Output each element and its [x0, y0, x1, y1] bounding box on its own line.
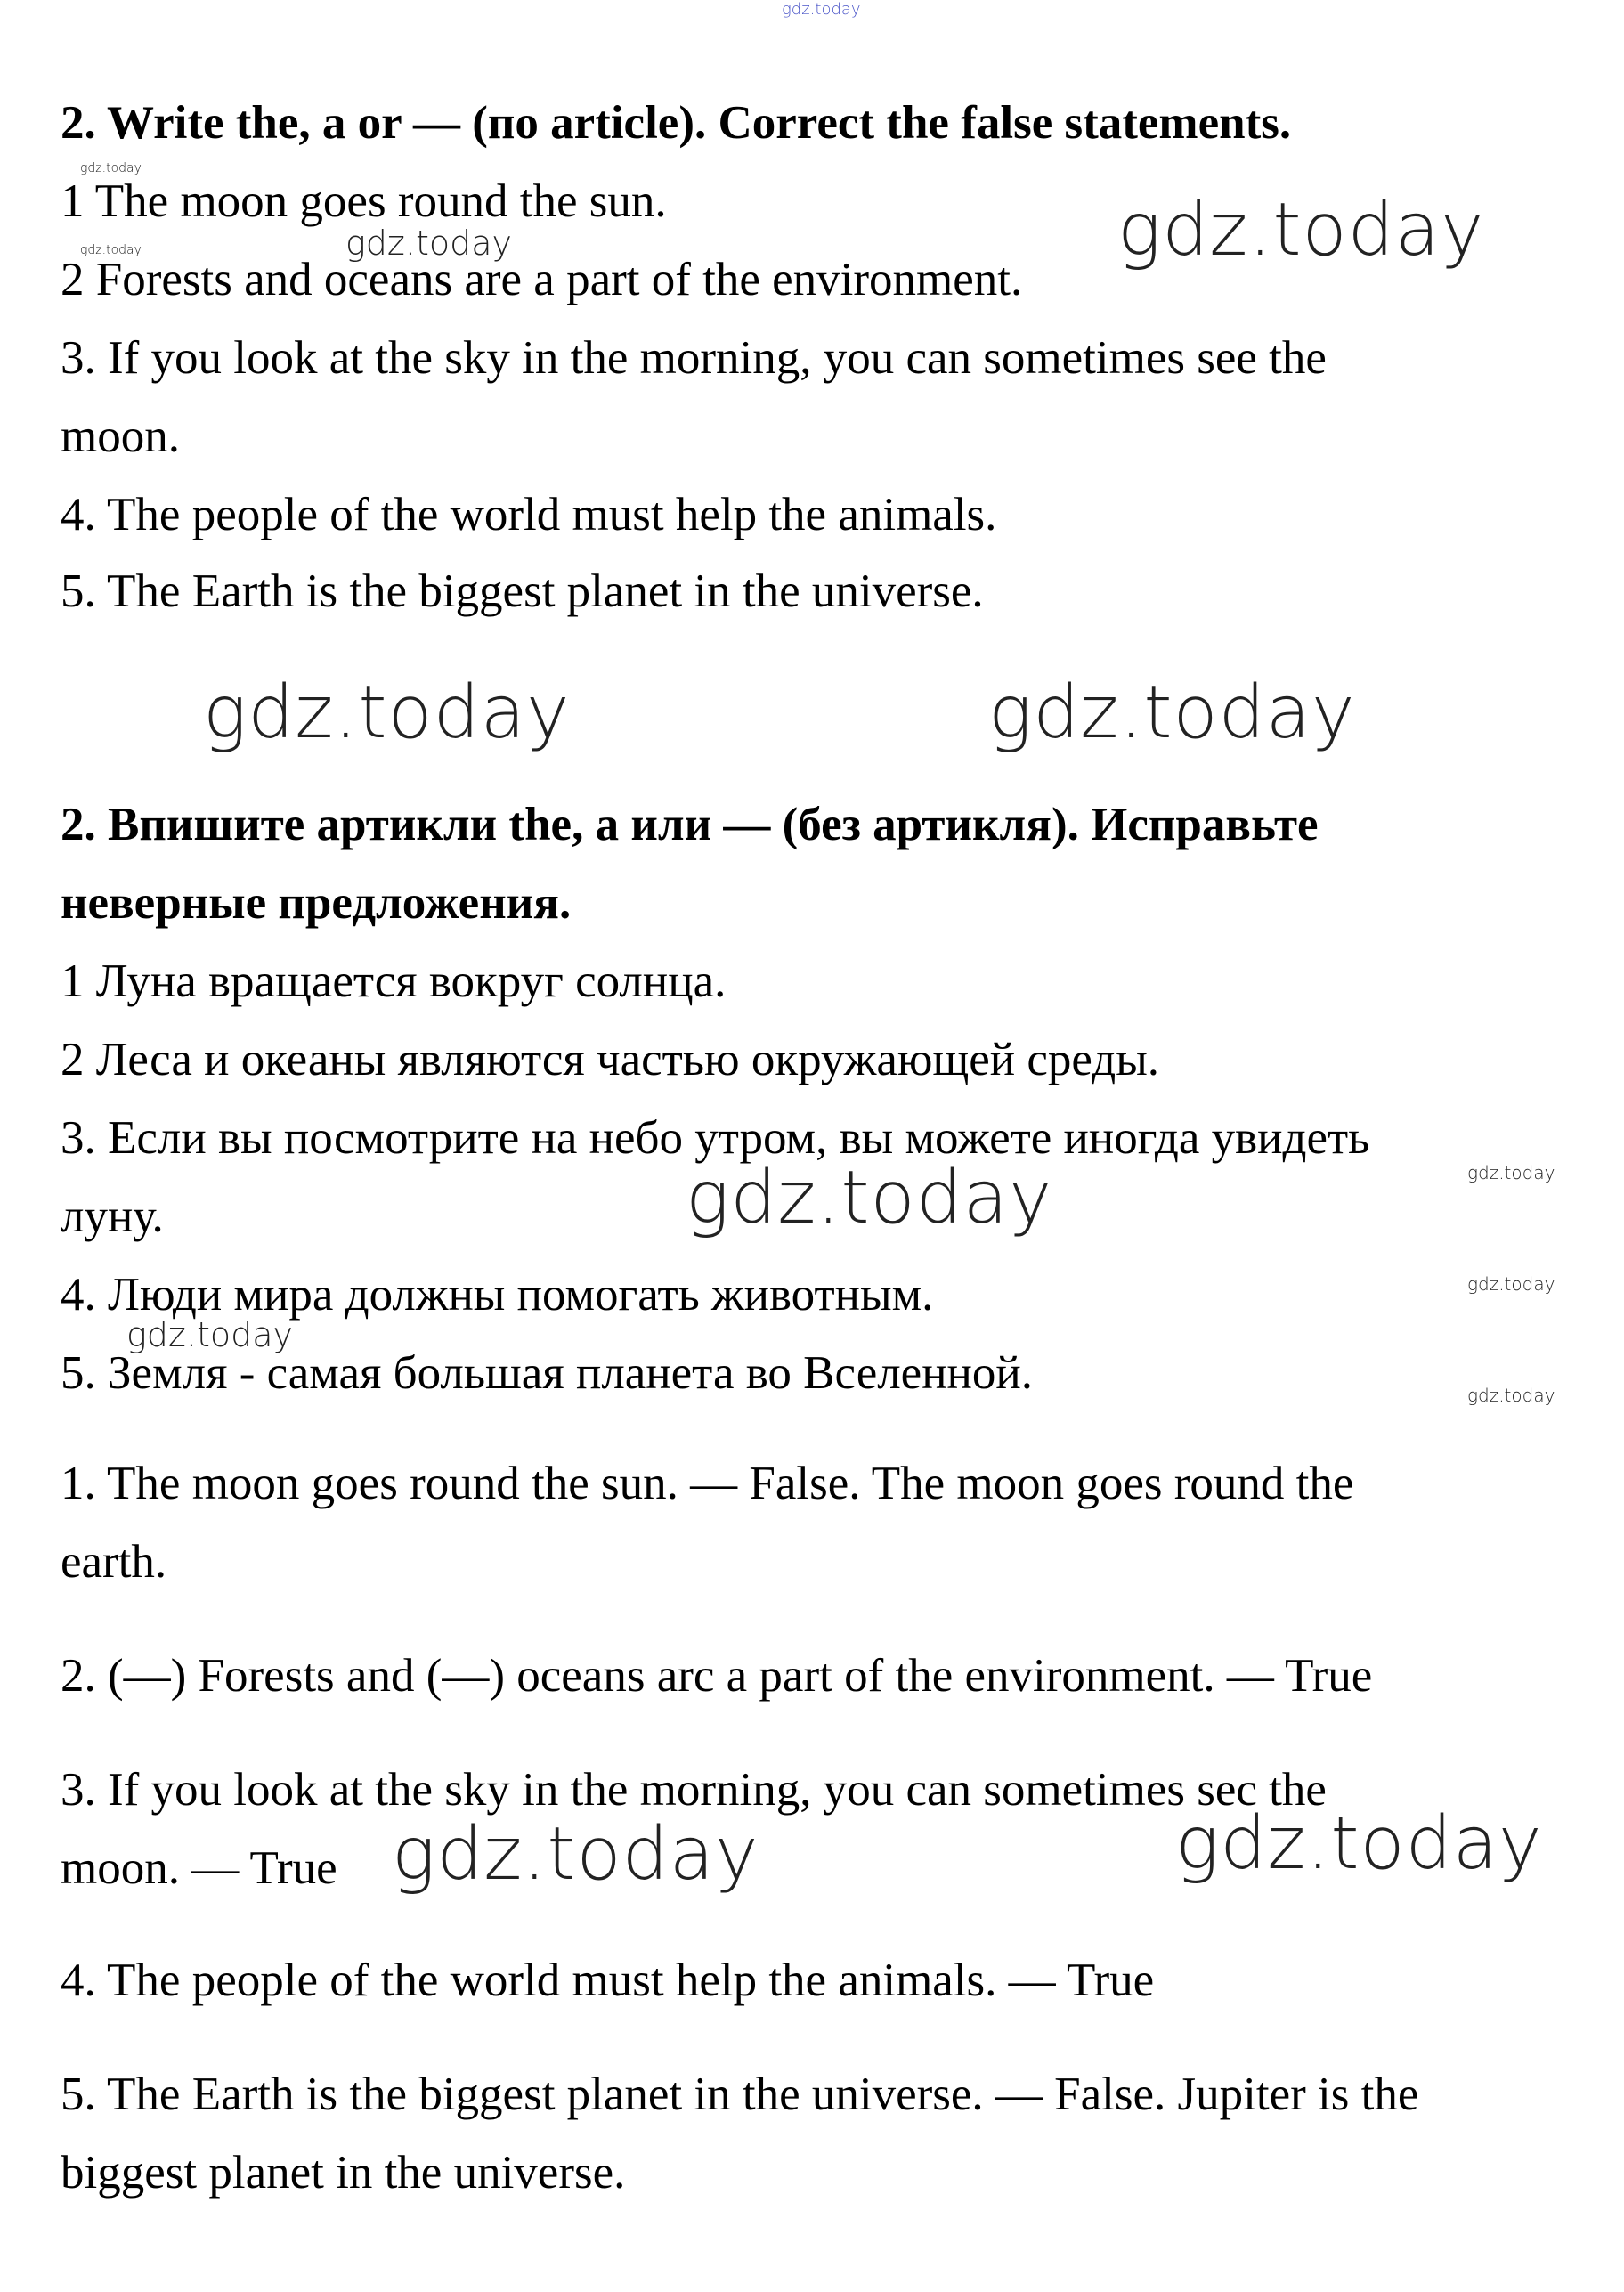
answer-2: 2. (—) Forests and (—) oceans arc a part of the environment. — True [61, 1650, 1373, 1702]
russian-task-heading-2: неверные предложения. [61, 877, 572, 929]
watermark: gdz.today [1175, 1801, 1543, 1886]
answer-5: 5. The Earth is the biggest planet in the universe. — False. Jupiter is the [61, 2068, 1419, 2120]
english-item-5: 5. The Earth is the biggest planet in the universe. [61, 565, 984, 617]
watermark: gdz.today [203, 671, 571, 755]
answer-1-cont: earth. [61, 1536, 167, 1588]
russian-item-3: 3. Если вы посмотрите на небо утром, вы можете иногда увидеть [61, 1112, 1370, 1164]
watermark: gdz.today [1117, 188, 1485, 272]
answer-3-cont: moon. — True [61, 1842, 337, 1894]
watermark: gdz.today [988, 671, 1356, 755]
russian-task-heading-1: 2. Впишите артикли the, а или — (без артикля). Исправьте [61, 799, 1319, 850]
watermark: gdz.today [345, 224, 512, 263]
russian-item-5: 5. Земля - самая большая планета во Вселенной. [61, 1347, 1034, 1399]
english-item-2: 2 Forests and oceans are a part of the environment. [61, 254, 1023, 305]
english-item-3-cont: moon. [61, 410, 180, 462]
answer-1: 1. The moon goes round the sun. — False. The moon goes round the [61, 1458, 1354, 1509]
watermark: gdz.today [126, 1315, 293, 1354]
russian-item-4: 4. Люди мира должны помогать животным. [61, 1269, 934, 1321]
watermark: gdz.today [1467, 1273, 1555, 1295]
watermark: gdz.today [392, 1812, 759, 1897]
russian-item-2: 2 Леса и океаны являются частью окружающей среды. [61, 1034, 1160, 1085]
watermark: gdz.today [1467, 1385, 1555, 1406]
watermark: gdz.today [80, 243, 142, 257]
answer-5-cont: biggest planet in the universe. [61, 2147, 626, 2199]
watermark-top: gdz.today [782, 0, 861, 19]
english-task-heading: 2. Write the, a or — (по article). Correct the false statements. [61, 97, 1292, 149]
answer-3: 3. If you look at the sky in the morning, you can sometimes sec the [61, 1764, 1327, 1816]
watermark: gdz.today [80, 161, 142, 175]
russian-item-3-cont: луну. [61, 1191, 164, 1242]
russian-item-1: 1 Луна вращается вокруг солнца. [61, 955, 727, 1007]
watermark: gdz.today [686, 1156, 1053, 1240]
english-item-1: 1 The moon goes round the sun. [61, 175, 667, 227]
english-item-3: 3. If you look at the sky in the morning, you can sometimes see the [61, 332, 1327, 384]
answer-4: 4. The people of the world must help the animals. — True [61, 1955, 1155, 2006]
watermark: gdz.today [1467, 1162, 1555, 1183]
english-item-4: 4. The people of the world must help the animals. [61, 489, 997, 540]
